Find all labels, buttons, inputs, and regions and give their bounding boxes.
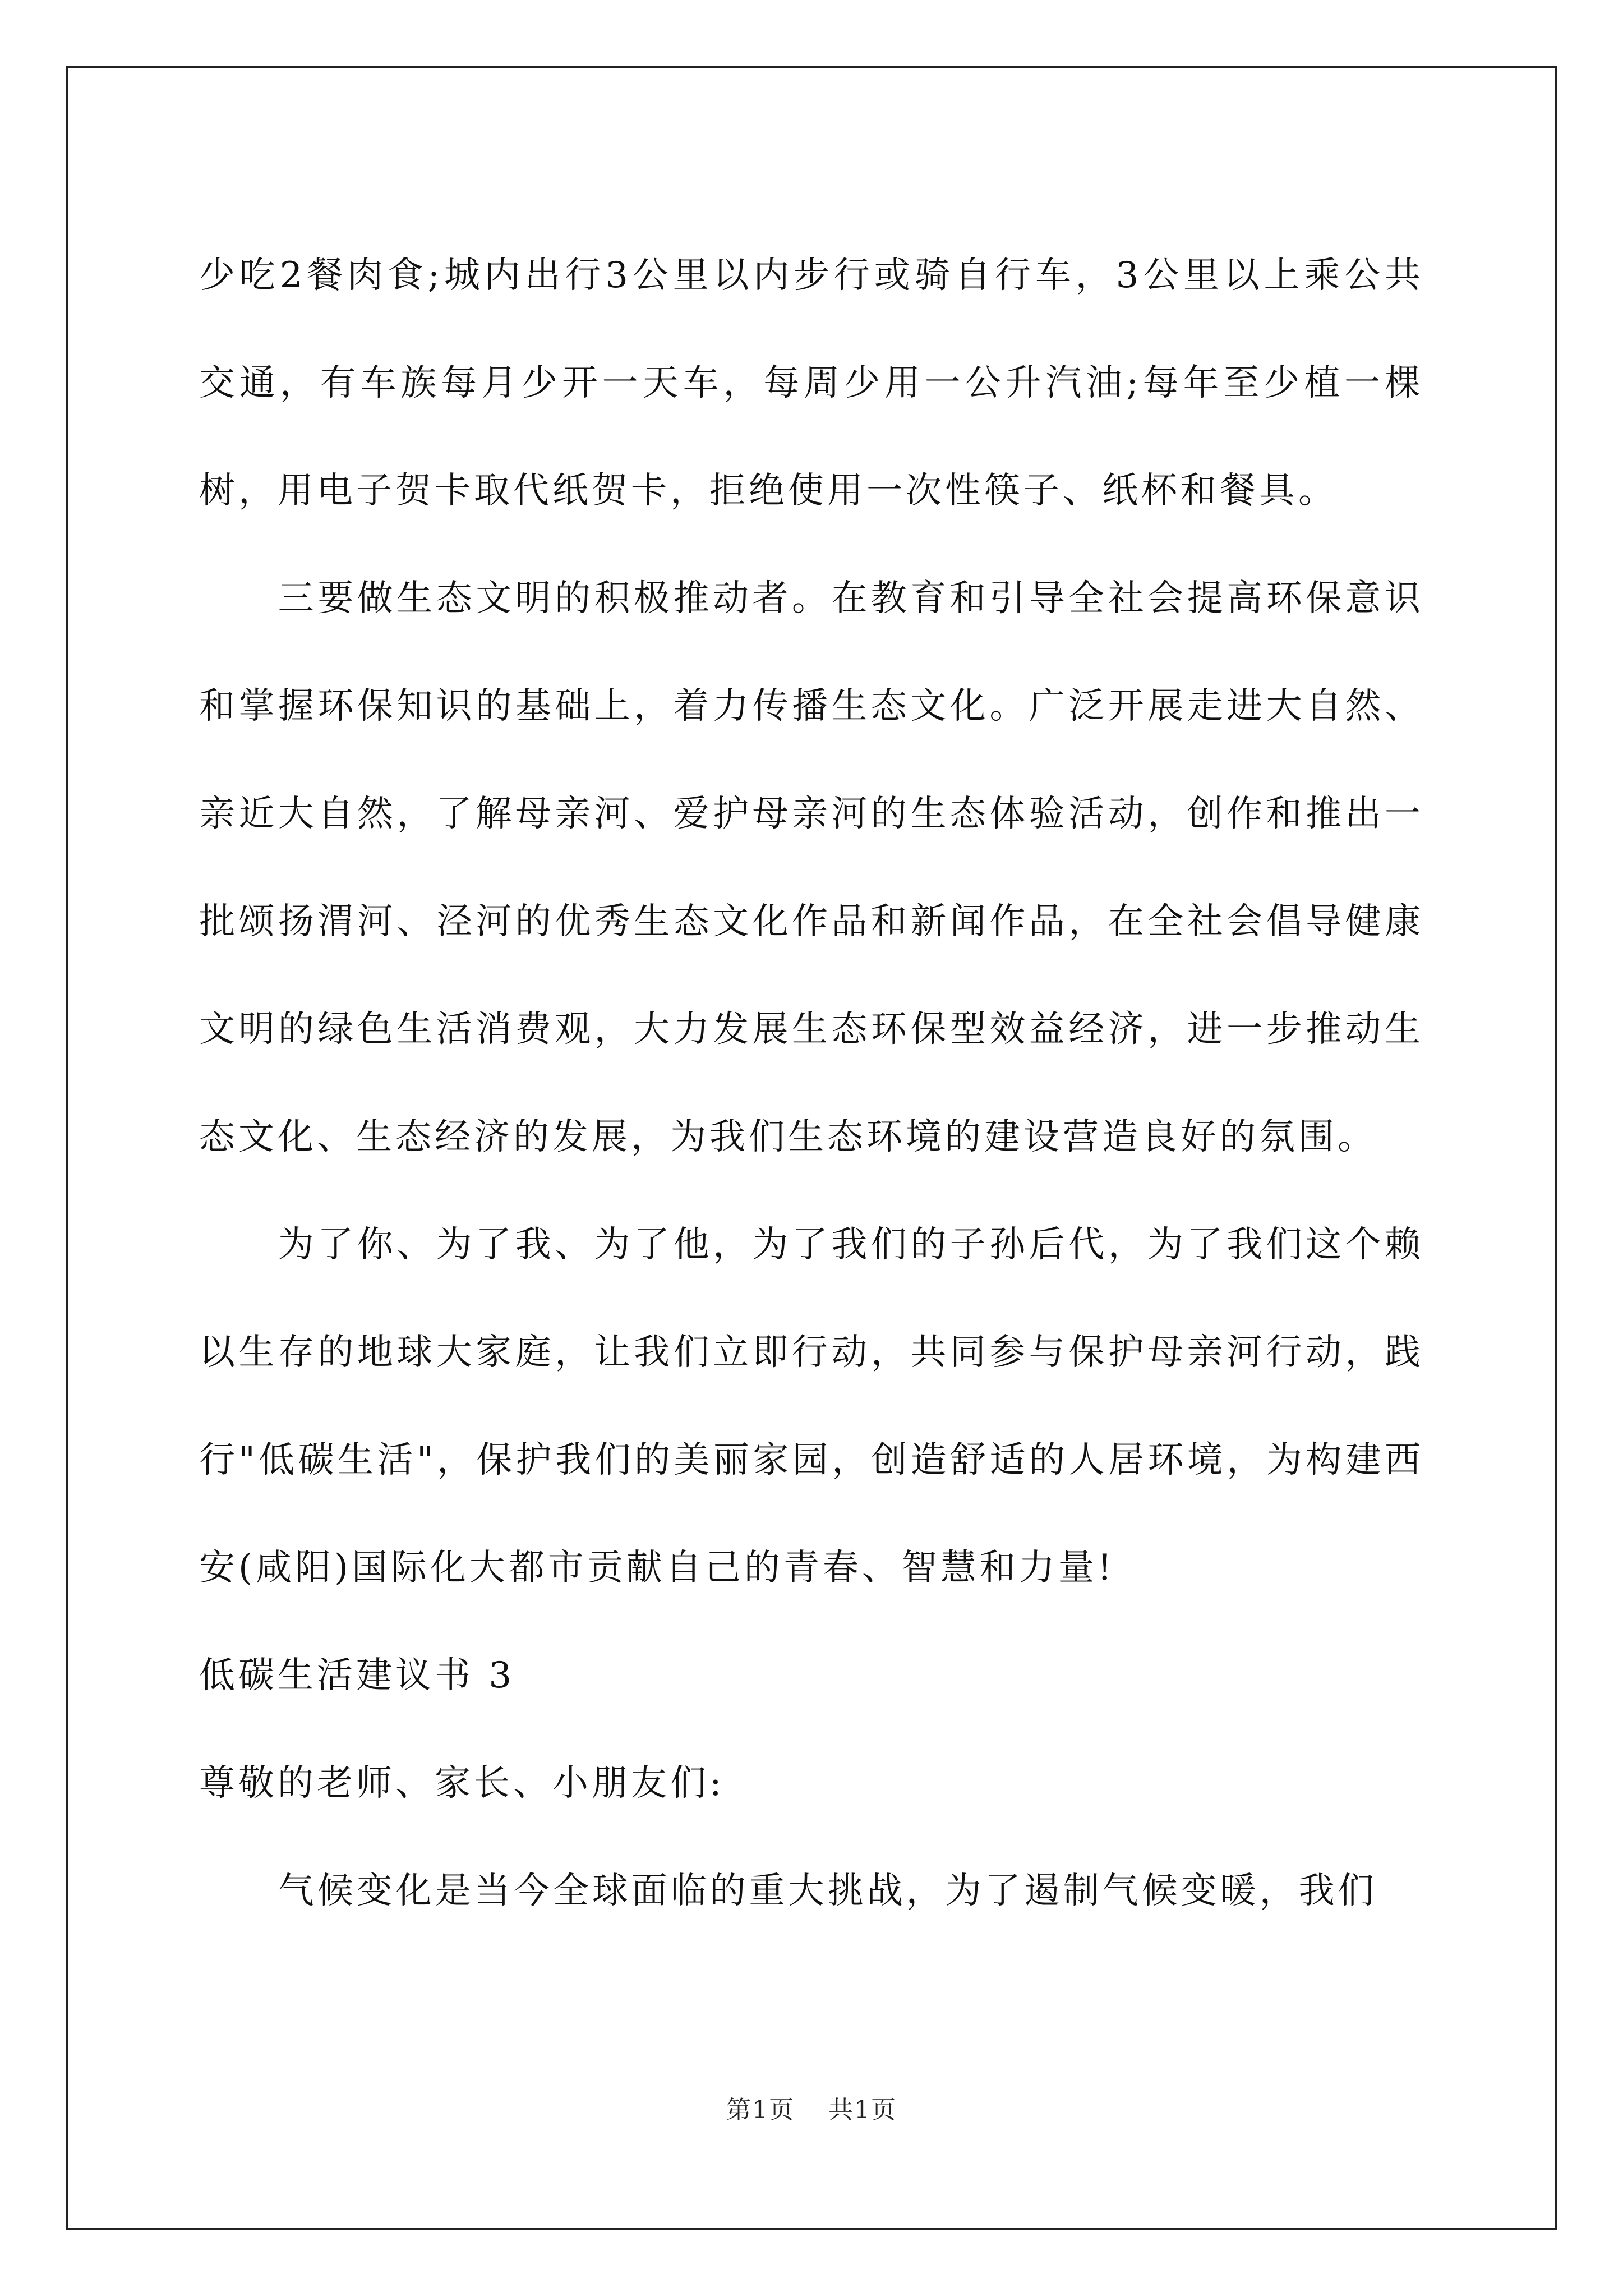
page-number-total: 共1页 (828, 2096, 897, 2124)
paragraph-climate-change: 气候变化是当今全球面临的重大挑战，为了遏制气候变暖，我们 (278, 1870, 1377, 1912)
page-footer (0, 2090, 1623, 2125)
section-heading: 低碳生活建议书 3 (199, 1655, 515, 1696)
paragraph-call-to-action: 为了你、为了我、为了他，为了我们的子孙后代，为了我们这个赖以生存的地球大家庭，让我们立即行动，共同参与保护母亲河行动，践行"低碳生活"，保护我们的美丽家园，创造舒适的人居环境，为构建西安(咸阳)国际化大都市贡献自己的青春、智慧和力量! (199, 1224, 1424, 1589)
document-body (199, 222, 1424, 1945)
page-number-current: 第1页 (726, 2096, 795, 2124)
paragraph-low-carbon-habits: 少吃2餐肉食;城内出行3公里以内步行或骑自行车，3公里以上乘公共交通，有车族每月少开一天车，每周少用一公升汽油;每年至少植一棵树，用电子贺卡取代纸贺卡，拒绝使用一次性筷子、纸杯和餐具。 (199, 255, 1424, 512)
salutation: 尊敬的老师、家长、小朋友们: (199, 1763, 725, 1804)
paragraph-ecological-promoter: 三要做生态文明的积极推动者。在教育和引导全社会提高环保意识和掌握环保知识的基础上，着力传播生态文化。广泛开展走进大自然、亲近大自然，了解母亲河、爱护母亲河的生态体验活动，创作和推出一批颂扬渭河、泾河的优秀生态文化作品和新闻作品，在全社会倡导健康文明的绿色生活消费观，大力发展生态环保型效益经济，进一步推动生态文化、生态经济的发展，为我们生态环境的建设营造良好的氛围。 (199, 578, 1424, 1158)
